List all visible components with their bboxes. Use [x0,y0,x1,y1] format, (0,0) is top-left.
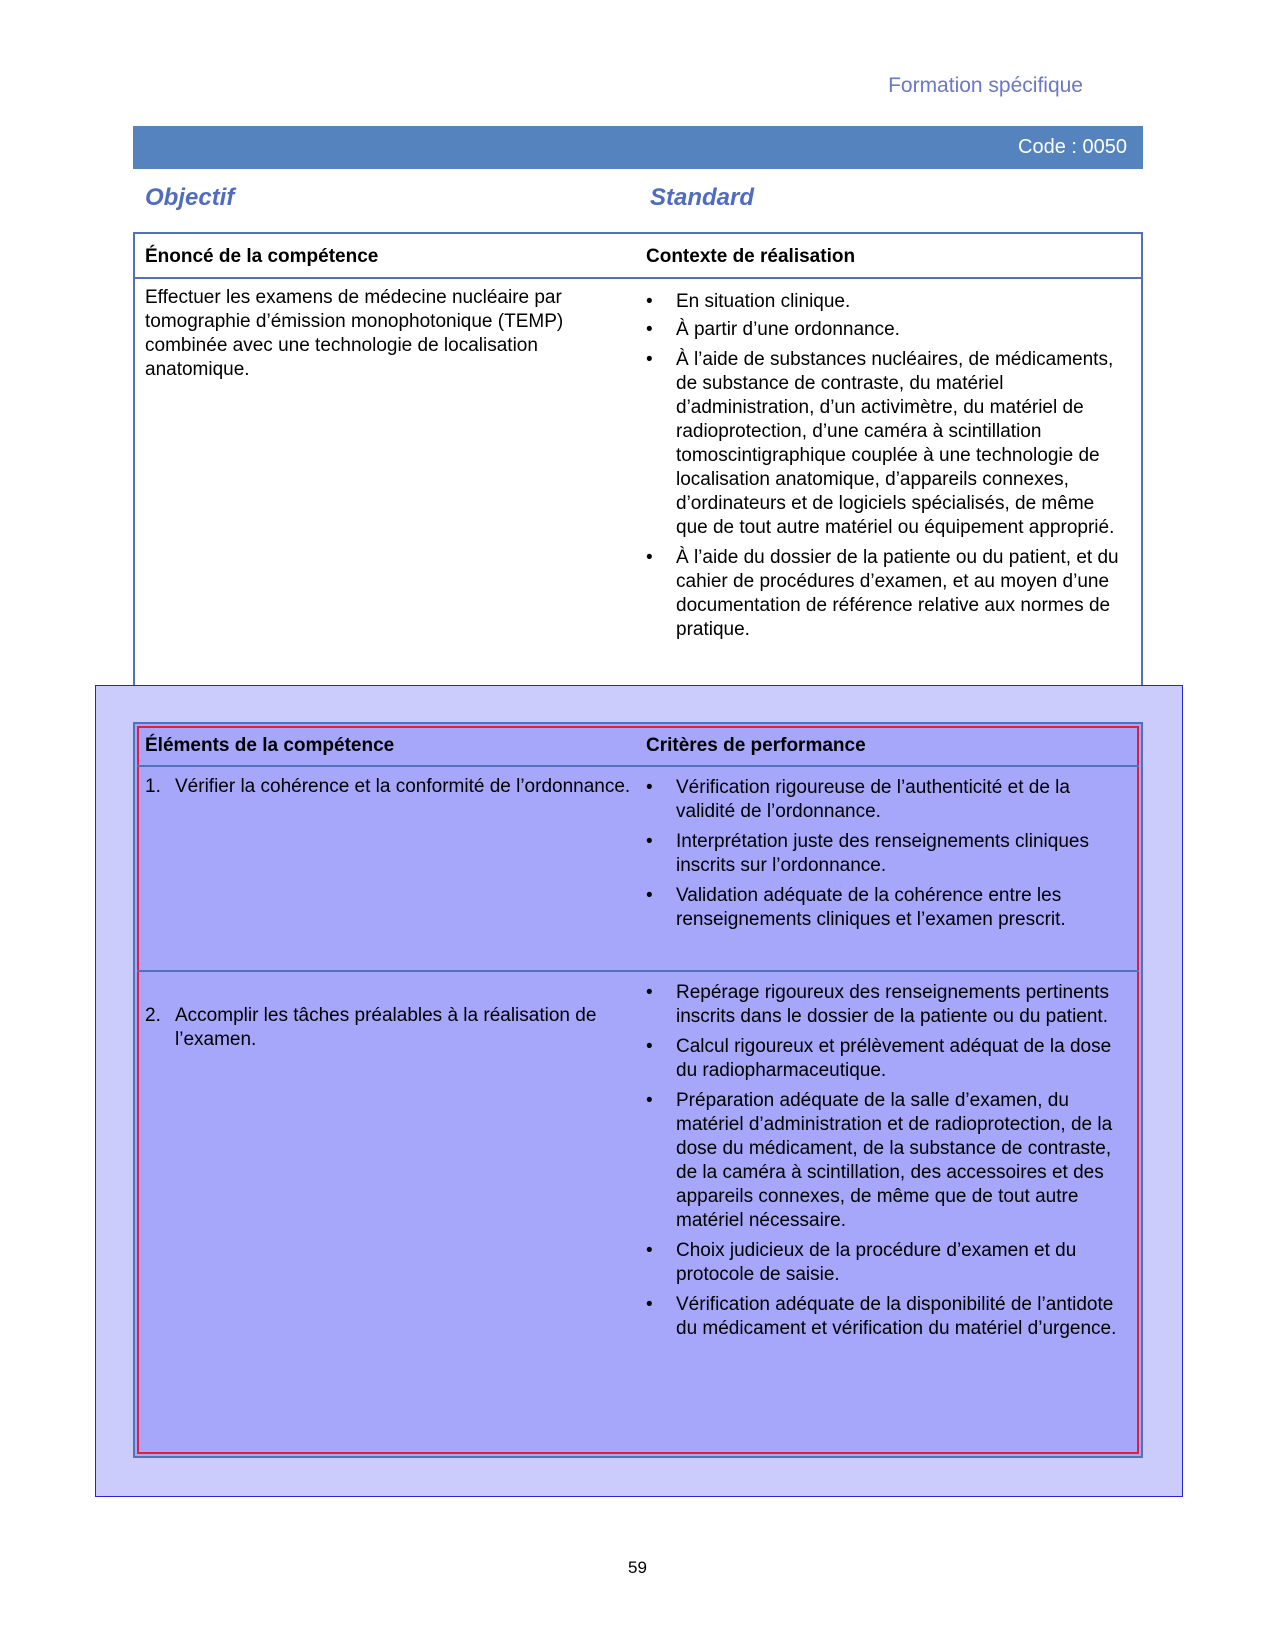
page-number: 59 [628,1558,647,1577]
competency-code: Code : 0050 [1018,136,1127,158]
header-divider [135,277,1141,279]
criterion-item: • Choix judicieux de la procédure d’examen et du protocole de saisie. [646,1239,1126,1287]
criteria-header: Critères de performance [646,735,866,756]
row-divider [137,970,1139,972]
competence-statement-header: Énoncé de la compétence [145,246,379,267]
criterion-item: • Vérification rigoureuse de l’authenticité et de la validité de l’ordonnance. [646,776,1126,824]
element-item-1 [145,775,645,799]
context-header: Contexte de réalisation [646,246,856,267]
competence-box [133,232,1143,706]
criterion-item: • Repérage rigoureux des renseignements pertinents inscrits dans le dossier de la patiente ou du patient. [646,981,1126,1029]
criteria-list-2 [646,981,1126,1341]
context-item: • À l’aide du dossier de la patiente ou du patient, et du cahier de procédures d’examen, et au moyen d’une documentation de référence relative aux normes de pratique. [646,546,1121,642]
element-text: Accomplir les tâches préalables à la réalisation de l’examen. [175,1005,597,1050]
criterion-item: • Calcul rigoureux et prélèvement adéquat de la dose du radiopharmaceutique. [646,1035,1126,1083]
document-header-title: Formation spécifique [888,74,1083,97]
element-item-2 [145,1004,645,1052]
elements-header-divider [137,765,1139,767]
context-list [646,290,1121,642]
criterion-item: • Vérification adéquate de la disponibilité de l’antidote du médicament et vérification du matériel d’urgence. [646,1293,1126,1341]
context-item: • En situation clinique. [646,290,1121,314]
criterion-item: • Préparation adéquate de la salle d’examen, du matériel d’administration et de radioprotection, de la dose du médicament, de la substance de contraste, de la caméra à scintillation, des accessoires et des appareils connexes, de même que de tout autre matériel nécessaire. [646,1089,1126,1233]
context-item: • À l’aide de substances nucléaires, de médicaments, de substance de contraste, du matériel d’administration, d’un activimètre, du matériel de radioprotection, d’une caméra à scintillation tomoscintigraphique couplée à une technologie de localisation anatomique, d’appareils connexes, d’ordinateurs et de logiciels spécialisés, de même que de tout autre matériel ou équipement approprié. [646,348,1121,540]
competence-statement: Effectuer les examens de médecine nucléaire par tomographie d’émission monophotonique (TEMP) combinée avec une technologie de localisation anatomique. [145,287,564,380]
element-number: 2. [145,1005,161,1026]
objective-title: Objectif [145,184,235,211]
criterion-item: • Interprétation juste des renseignements cliniques inscrits sur l’ordonnance. [646,830,1126,878]
code-bar [133,126,1143,169]
context-item: • À partir d’une ordonnance. [646,318,1121,342]
element-text: Vérifier la cohérence et la conformité de l’ordonnance. [175,776,631,797]
criterion-item: • Validation adéquate de la cohérence entre les renseignements cliniques et l’examen prescrit. [646,884,1126,932]
element-number: 1. [145,776,161,797]
elements-header: Éléments de la compétence [145,735,395,756]
criteria-list-1 [646,776,1126,932]
standard-title: Standard [650,184,755,211]
